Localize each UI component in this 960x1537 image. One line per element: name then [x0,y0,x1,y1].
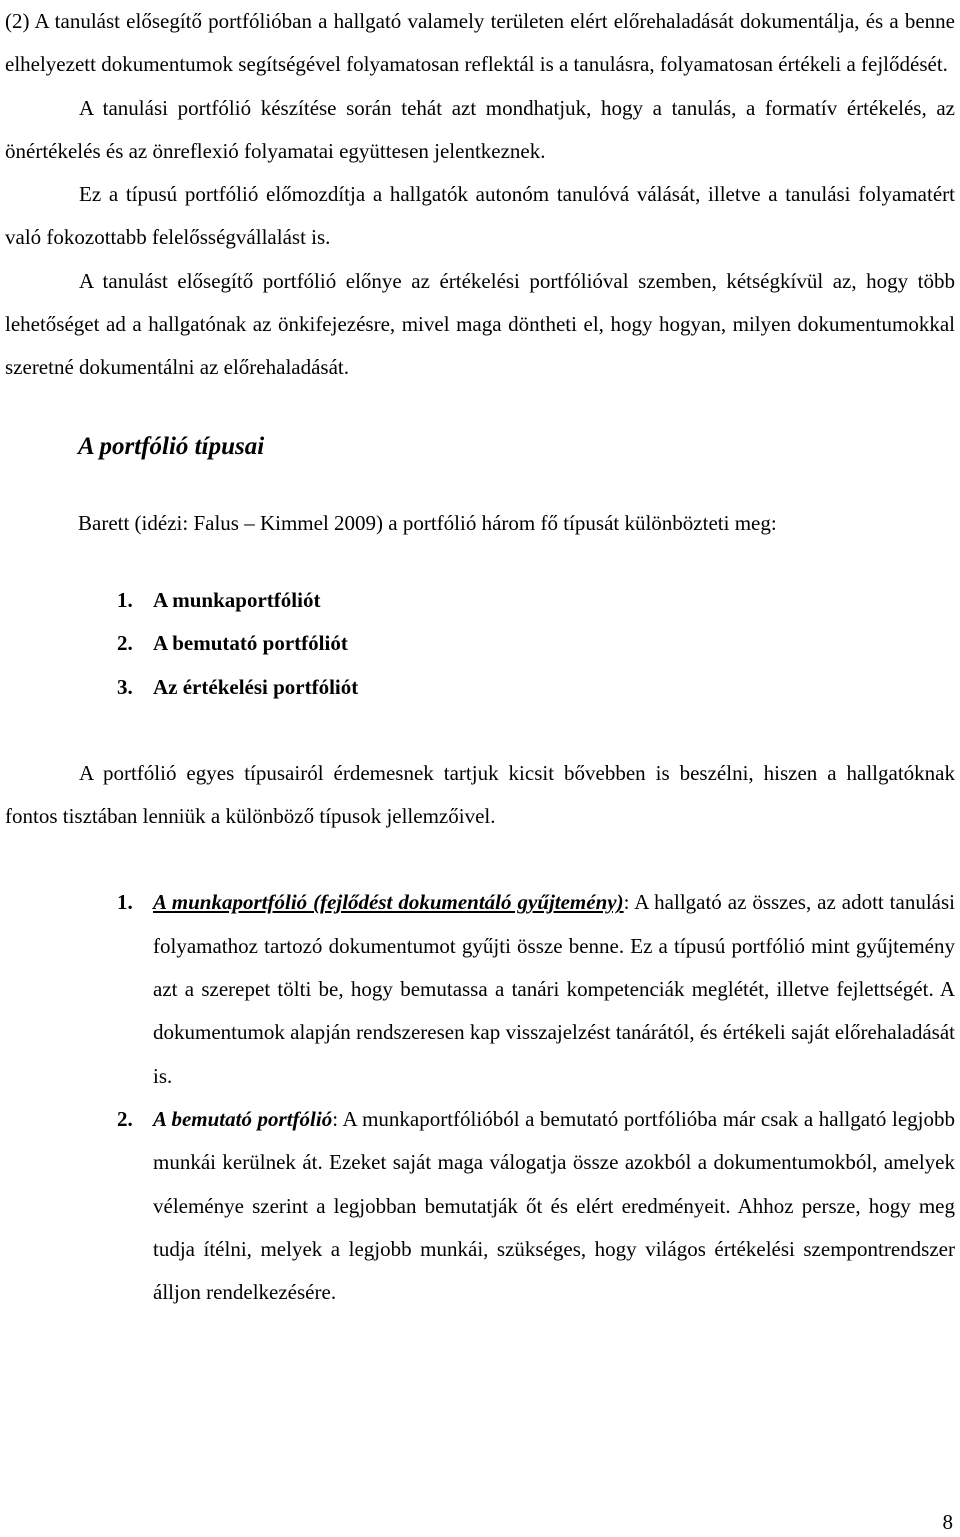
description-item-work-portfolio [5,881,955,1097]
list-item-text: A bemutató portfóliót [153,631,348,656]
list-item-number: 1. [117,890,133,915]
intro-paragraph: Barett (idézi: Falus – Kimmel 2009) a portfólió három fő típusát különbözteti meg: [78,510,777,535]
portfolio-descriptions-list [5,881,955,1314]
after-list-paragraph: A portfólió egyes típusairól érdemesnek tartjuk kicsit bővebben is beszélni, hiszen a hallgatóknak fontos tisztában lenniük a különböző típusok jellemzőivel. [5,760,955,829]
paragraph-3: Ez a típusú portfólió előmozdítja a hallgatók autonóm tanulóvá válását, illetve a tanulási folyamatért való fokozottabb felelősségvállalást is. [5,182,955,250]
list-item-number: 1. [117,587,133,612]
paragraph-1: (2) A tanulást elősegítő portfólióban a hallgató valamely területen elért előrehaladását dokumentálja, és a benne elhelyezett dokumentumok segítségével folyamatosan reflektál is a tanulásra, folyamatosan értékeli a fejlődését. [5,9,955,77]
description-text: A munkaportfólióból a bemutató portfólióba már csak a hallgató legjobb munkái kerülnek át. Ezeket saját maga válogatja össze azokból a dokumentumokból, amelyek véleménye szerint a legjobban bemutatják őt és elért eredményeit. Ahhoz persze, hogy meg tudja ítélni, melyek a legjobb munkái, szükséges, hogy világos értékelési szempontrendszer álljon rendelkezésére. [153,1106,955,1305]
list-item-number: 2. [117,1106,133,1131]
paragraph-2: A tanulási portfólió készítése során tehát azt mondhatjuk, hogy a tanulás, a formatív értékelés, az önértékelés és az önreflexió folyamatai együttesen jelentkeznek. [5,95,955,163]
list-item-number: 3. [117,674,133,699]
document-page [5,0,955,1314]
description-item-showcase-portfolio [5,1098,955,1314]
list-item [5,666,955,709]
term-label: A bemutató portfólió [153,1106,333,1131]
description-text: A hallgató az összes, az adott tanulási folyamathoz tartozó dokumentumot gyűjti össze benne. Ez a típusú portfólió mint gyűjtemény azt a szerepet tölti be, hogy bemutassa a tanári kompetenciák meglétét, illetve fejlettségét. A dokumentumok alapján rendszeresen kap visszajelzést tanárától, és értékeli saját előrehaladását is. [153,890,955,1088]
page-number: 8 [942,1510,953,1534]
list-item [5,622,955,665]
term-colon: : [623,890,630,915]
section-heading: A portfólió típusai [78,432,265,460]
list-item-number: 2. [117,631,133,656]
list-item-text: Az értékelési portfóliót [153,674,359,699]
term-colon: : [332,1106,339,1131]
list-item [5,579,955,622]
list-item-text: A munkaportfóliót [153,587,321,612]
portfolio-types-list [5,579,955,709]
paragraph-4: A tanulást elősegítő portfólió előnye az értékelési portfólióval szemben, kétségkívül az, hogy több lehetőséget ad a hallgatónak az önkifejezésre, mivel maga döntheti el, hogy hogyan, milyen dokumentumokkal szeretné dokumentálni az előrehaladását. [5,268,955,380]
term-label: A munkaportfólió (fejlődést dokumentáló gyűjtemény) [153,890,624,915]
